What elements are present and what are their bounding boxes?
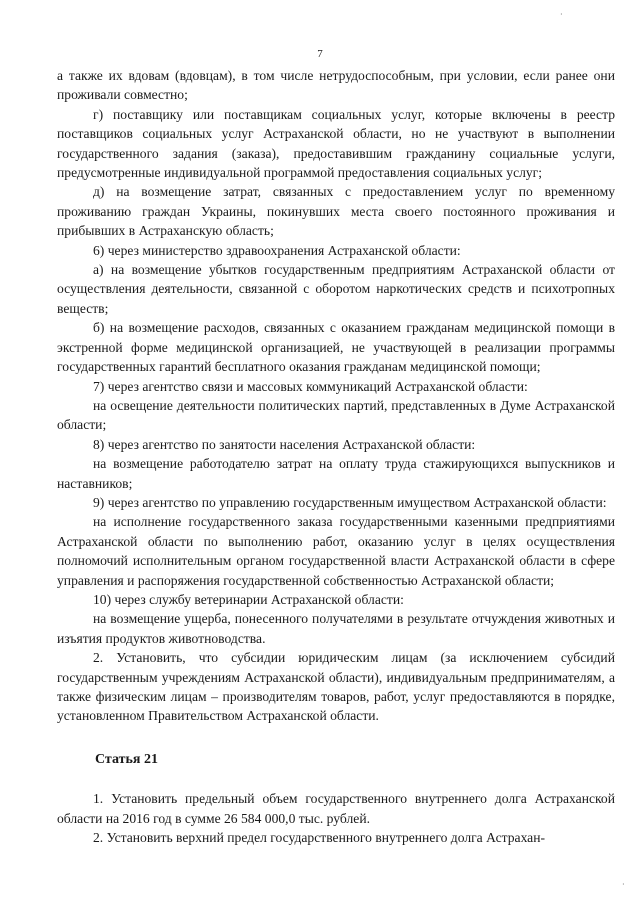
scan-speck: · (560, 10, 563, 19)
paragraph: а также их вдовам (вдовцам), в том числе нетрудоспособным, при условии, если ранее они проживали совместно; (57, 68, 615, 103)
paragraph: 7) через агентство связи и массовых коммуникаций Астраханской области: (93, 378, 528, 394)
paragraph: 10) через службу ветеринарии Астраханской области: (93, 591, 404, 607)
paragraph: д) на возмещение затрат, связанных с предоставлением услуг по временному проживанию граждан Украины, покинувших места своего постоянного проживания и прибывших в Астраханскую область; (57, 184, 615, 239)
paragraph: 6) через министерство здравоохранения Астраханской области: (93, 242, 461, 258)
paragraph: 1. Установить предельный объем государственного внутреннего долга Астраханской области на 2016 год в сумме 26 584 000,0 тыс. рублей. (57, 791, 615, 826)
paragraph: а) на возмещение убытков государственным предприятиям Астраханской области от осуществления деятельности, связанной с оборотом наркотических средств и психотропных веществ; (57, 262, 615, 316)
paragraph: на возмещение ущерба, понесенного получателями в результате отчуждения животных и изъятия продуктов животноводства. (57, 611, 615, 646)
scan-speck: · (622, 880, 625, 889)
paragraph: б) на возмещение расходов, связанных с оказанием гражданам медицинской помощи в экстренной форме медицинской организацией, не участвующей в реализации программы государственных гарантий бесплатного оказания гражданам медицинской помощи; (57, 320, 615, 375)
article-heading: Статья 21 (95, 751, 158, 767)
document-body (57, 66, 615, 847)
paragraph: 2. Установить, что субсидии юридическим лицам (за исключением субсидий государственным учреждениям Астраханской области), индивидуальным предпринимателям, а также физическим лицам – производителям товаров, работ, услуг предоставляются в порядке, установленном Правительством Астраханской области. (57, 650, 615, 724)
paragraph: 2. Установить верхний предел государственного внутреннего долга Астрахан- (93, 830, 546, 846)
paragraph: 9) через агентство по управлению государственным имуществом Астраханской области: (93, 494, 607, 510)
paragraph: на возмещение работодателю затрат на оплату труда стажирующихся выпускников и наставников; (57, 456, 615, 491)
paragraph: на исполнение государственного заказа государственными казенными предприятиями Астраханской области по выполнению работ, оказанию услуг в целях осуществления полномочий исполнительным органом государственной власти Астраханской области в сфере управления и распоряжения государственной собственностью Астраханской области; (57, 514, 615, 588)
page-number: 7 (317, 48, 323, 60)
paragraph: г) поставщику или поставщикам социальных услуг, которые включены в реестр поставщиков социальных услуг Астраханской области, но не участвуют в выполнении государственного задания (заказа), предоставившим гражданину социальные услуги, предусмотренные индивидуальной программой предоставления социальных услуг; (57, 106, 615, 181)
paragraph: 8) через агентство по занятости населения Астраханской области: (93, 436, 476, 452)
paragraph: на освещение деятельности политических партий, представленных в Думе Астраханской области; (57, 397, 615, 433)
